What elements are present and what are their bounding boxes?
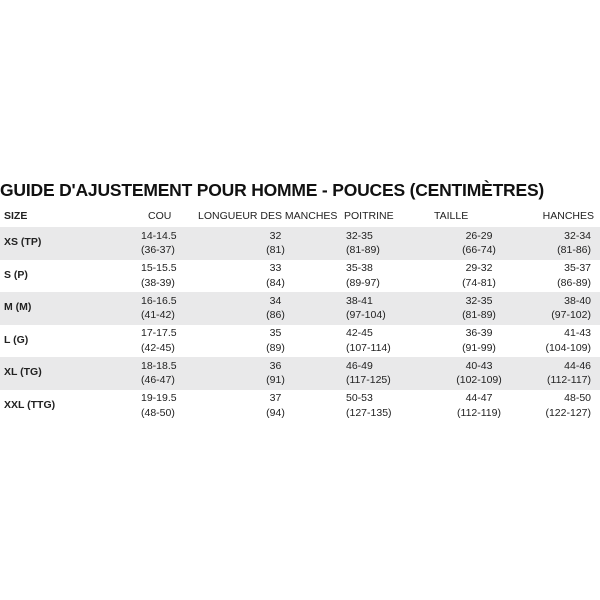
sleeve-cell [195, 357, 332, 390]
cm-value: (97-102) [551, 309, 591, 322]
cm-value: (81) [266, 244, 285, 257]
cm-value: (102-109) [456, 374, 502, 387]
hips-cell [524, 357, 600, 390]
cm-value: (86-89) [557, 276, 591, 289]
cm-value: (117-125) [346, 374, 391, 387]
neck-cell [135, 292, 195, 325]
cm-value: (86) [266, 309, 285, 322]
cm-value: (94) [266, 406, 285, 419]
cm-value: (36-37) [141, 244, 175, 257]
cm-value: (127-135) [346, 406, 392, 419]
inches-value: 35-38 [346, 262, 373, 275]
inches-value: 42-45 [346, 327, 373, 340]
cm-value: (84) [266, 276, 285, 289]
cm-value: (91) [266, 374, 285, 387]
header-waist: TAILLE [434, 210, 469, 222]
hips-cell [524, 390, 600, 423]
inches-value: 17-17.5 [141, 327, 177, 340]
inches-value: 32 [269, 229, 282, 242]
inches-value: 18-18.5 [141, 359, 177, 372]
header-hips: HANCHES [542, 210, 594, 222]
waist-cell [414, 357, 524, 390]
hips-cell [524, 260, 600, 293]
cm-value: (91-99) [462, 341, 496, 354]
waist-cell [414, 325, 524, 358]
inches-value: 32-35 [465, 294, 493, 307]
waist-cell [414, 292, 524, 325]
inches-value: 15-15.5 [141, 262, 177, 275]
cm-value: (89-97) [346, 276, 380, 289]
inches-value: 29-32 [465, 262, 493, 275]
header-neck: COU [148, 210, 172, 222]
hips-cell [524, 227, 600, 260]
neck-cell [135, 227, 195, 260]
cm-value: (112-119) [457, 406, 501, 419]
inches-value: 35-37 [564, 262, 591, 275]
inches-value: 16-16.5 [141, 294, 177, 307]
table-header-row [0, 205, 600, 227]
table-row [0, 325, 600, 358]
inches-value: 44-46 [564, 359, 591, 372]
inches-value: 38-40 [564, 294, 591, 307]
inches-value: 40-43 [465, 359, 493, 372]
header-chest: POITRINE [344, 210, 394, 222]
table-row [0, 227, 600, 260]
waist-cell [414, 260, 524, 293]
inches-value: 50-53 [346, 392, 373, 405]
sleeve-cell [195, 260, 332, 293]
table-row [0, 390, 600, 423]
chest-cell [332, 357, 414, 390]
neck-cell [135, 260, 195, 293]
inches-value: 46-49 [346, 359, 373, 372]
size-label: M (M) [0, 292, 135, 325]
chest-cell [332, 260, 414, 293]
inches-value: 41-43 [564, 327, 591, 340]
size-label: L (G) [4, 333, 29, 346]
sleeve-cell [195, 390, 332, 423]
header-sleeve-length: LONGUEUR DES MANCHES [198, 210, 338, 222]
inches-value: 36 [269, 359, 282, 372]
chest-cell [332, 390, 414, 423]
table-row [0, 292, 600, 325]
cm-value: (81-86) [557, 244, 591, 257]
size-guide-title: GUIDE D'AJUSTEMENT POUR HOMME - POUCES (CENTIMÈTRES) [0, 180, 545, 200]
hips-cell [524, 292, 600, 325]
cm-value: (104-109) [545, 341, 591, 354]
cm-value: (89) [266, 341, 285, 354]
inches-value: 35 [269, 327, 282, 340]
cm-value: (107-114) [346, 341, 391, 354]
inches-value: 48-50 [564, 392, 591, 405]
cm-value: (122-127) [545, 406, 591, 419]
inches-value: 34 [269, 294, 282, 307]
size-label: XS (TP) [0, 227, 135, 260]
sleeve-cell [195, 227, 332, 260]
cm-value: (97-104) [346, 309, 386, 322]
chest-cell [332, 292, 414, 325]
chest-cell [332, 227, 414, 260]
header-size: SIZE [4, 210, 28, 222]
inches-value: 32-35 [346, 229, 373, 242]
inches-value: 38-41 [346, 294, 373, 307]
size-label: XL (TG) [0, 357, 135, 390]
inches-value: 26-29 [465, 229, 493, 242]
sleeve-cell [195, 292, 332, 325]
neck-cell [135, 325, 195, 358]
chest-cell [332, 325, 414, 358]
hips-cell [524, 325, 600, 358]
size-label: S (P) [4, 268, 28, 281]
cm-value: (38-39) [141, 276, 175, 289]
inches-value: 36-39 [465, 327, 493, 340]
inches-value: 19-19.5 [141, 392, 177, 405]
table-row [0, 260, 600, 293]
neck-cell [135, 390, 195, 423]
inches-value: 32-34 [564, 229, 591, 242]
waist-cell [414, 227, 524, 260]
sleeve-cell [195, 325, 332, 358]
cm-value: (81-89) [346, 244, 380, 257]
cm-value: (66-74) [462, 244, 496, 257]
cm-value: (112-117) [547, 374, 591, 387]
cm-value: (48-50) [141, 406, 175, 419]
inches-value: 37 [269, 392, 282, 405]
cm-value: (46-47) [141, 374, 175, 387]
cm-value: (41-42) [141, 309, 175, 322]
size-chart-table [0, 205, 600, 422]
cm-value: (42-45) [141, 341, 175, 354]
inches-value: 44-47 [465, 392, 493, 405]
cm-value: (81-89) [462, 309, 496, 322]
size-label: XXL (TTG) [4, 398, 56, 411]
table-row [0, 357, 600, 390]
inches-value: 33 [269, 262, 282, 275]
waist-cell [414, 390, 524, 423]
cm-value: (74-81) [462, 276, 496, 289]
neck-cell [135, 357, 195, 390]
inches-value: 14-14.5 [141, 229, 177, 242]
